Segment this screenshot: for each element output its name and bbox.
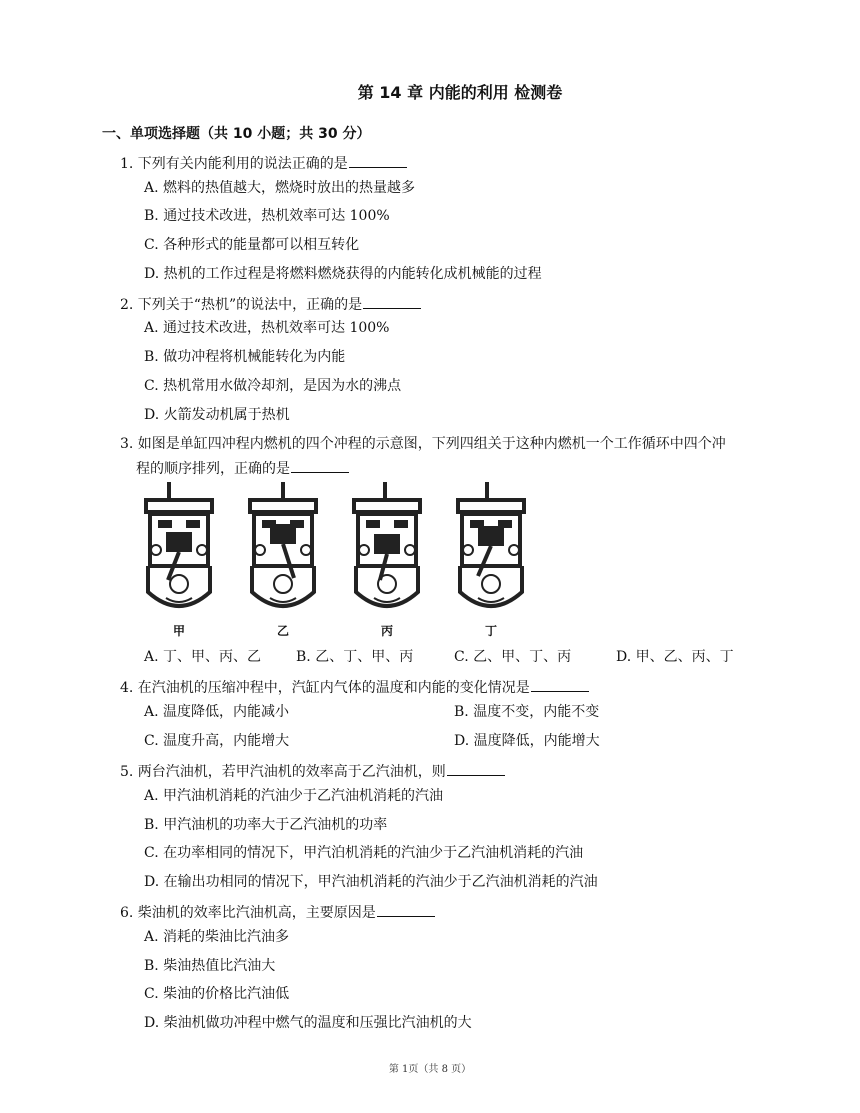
answer-blank [531, 677, 589, 692]
question-4-option-d: D. 温度降低，内能增大 [454, 733, 600, 749]
engine-diagram-1 [138, 480, 220, 640]
engine-diagram-2 [242, 480, 324, 640]
question-5-option-c: C. 在功率相同的情况下，甲汽泊机消耗的汽油少于乙汽油机消耗的汽油 [144, 845, 584, 861]
question-6-option-c: C. 柴油的价格比汽油低 [144, 986, 290, 1002]
question-2-option-a: A. 通过技术改进，热机效率可达 100% [144, 320, 390, 336]
question-4-option-a: A. 温度降低，内能减小 [144, 704, 290, 720]
question-3-option-d: D. 甲、乙、丙、丁 [616, 649, 734, 665]
question-5-option-b: B. 甲汽油机的功率大于乙汽油机的功率 [144, 817, 388, 833]
question-5-stem: 5. 两台汽油机，若甲汽油机的效率高于乙汽油机，则 [120, 761, 505, 782]
question-1-option-d: D. 热机的工作过程是将燃料燃烧获得的内能转化成机械能的过程 [144, 266, 542, 282]
question-1-option-b: B. 通过技术改进，热机效率可达 100% [144, 208, 390, 224]
question-1-stem: 1. 下列有关内能利用的说法正确的是 [120, 153, 407, 174]
question-4-option-b: B. 温度不变，内能不变 [454, 704, 600, 720]
question-6-option-b: B. 柴油热值比汽油大 [144, 958, 276, 974]
figure-label-bing: 丙 [380, 624, 393, 638]
question-6-option-d: D. 柴油机做功冲程中燃气的温度和压强比汽油机的大 [144, 1015, 472, 1031]
question-6-stem: 6. 柴油机的效率比汽油机高，主要原因是 [120, 902, 435, 923]
question-3-option-a: A. 丁、甲、丙、乙 [144, 649, 262, 665]
answer-blank [291, 458, 349, 473]
page-title: 第 14 章 内能的利用 检测卷 [357, 83, 563, 102]
question-2-option-b: B. 做功冲程将机械能转化为内能 [144, 349, 346, 365]
question-2-option-c: C. 热机常用水做冷却剂，是因为水的沸点 [144, 378, 402, 394]
question-4-stem: 4. 在汽油机的压缩冲程中，汽缸内气体的温度和内能的变化情况是 [120, 677, 589, 698]
section-title: 一、单项选择题（共 10 小题；共 30 分） [102, 126, 371, 142]
question-3-option-c: C. 乙、甲、丁、丙 [454, 649, 572, 665]
figure-label-yi: 乙 [276, 624, 289, 638]
question-5-option-d: D. 在输出功相同的情况下，甲汽油机消耗的汽油少于乙汽油机消耗的汽油 [144, 874, 598, 890]
figure-label-ding: 丁 [484, 624, 497, 638]
engine-diagram-3 [346, 480, 428, 640]
question-3-option-b: B. 乙、丁、甲、丙 [296, 649, 414, 665]
question-4-option-c: C. 温度升高，内能增大 [144, 733, 290, 749]
question-3-stem: 3. 如图是单缸四冲程内燃机的四个冲程的示意图，下列四组关于这种内燃机一个工作循环中四个冲 [120, 436, 726, 452]
question-6-option-a: A. 消耗的柴油比汽油多 [144, 929, 290, 945]
engine-diagram-4 [450, 480, 532, 640]
question-2-stem: 2. 下列关于“热机”的说法中，正确的是 [120, 294, 421, 315]
question-2-option-d: D. 火箭发动机属于热机 [144, 407, 290, 423]
page-footer: 第 1页（共 8 页） [388, 1064, 472, 1075]
answer-blank [447, 761, 505, 776]
answer-blank [377, 902, 435, 917]
question-1-option-c: C. 各种形式的能量都可以相互转化 [144, 237, 360, 253]
figure-label-jia: 甲 [172, 624, 185, 638]
answer-blank [349, 153, 407, 168]
question-3-stem-continued: 程的顺序排列，正确的是 [136, 458, 349, 479]
answer-blank [363, 294, 421, 309]
engine-stroke-figures [138, 480, 578, 640]
question-1-option-a: A. 燃料的热值越大，燃烧时放出的热量越多 [144, 180, 416, 196]
question-5-option-a: A. 甲汽油机消耗的汽油少于乙汽油机消耗的汽油 [144, 788, 444, 804]
